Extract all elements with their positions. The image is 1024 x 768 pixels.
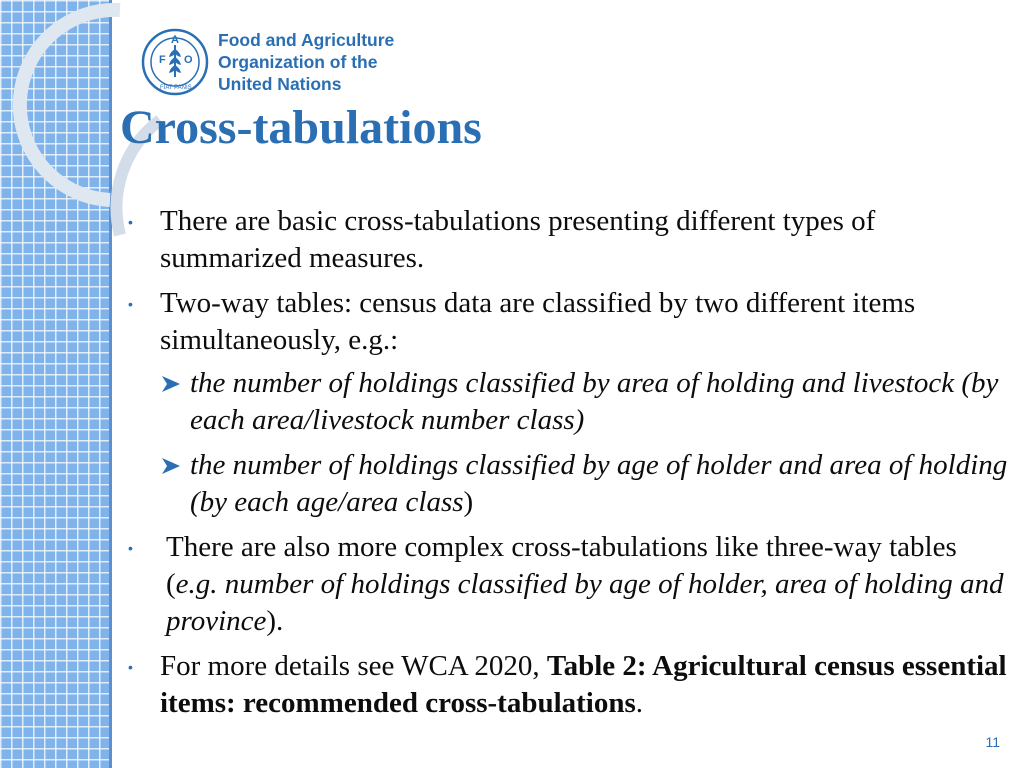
bullet-text-italic: number of holdings classified by age of holder, area of holding and province [166, 568, 1004, 637]
bullet-item [128, 529, 1008, 640]
arrow-bullet-icon [160, 456, 182, 476]
bullet-item [128, 648, 1008, 722]
svg-text:A: A [171, 34, 179, 46]
bullet-item [128, 203, 1008, 277]
fao-logo [140, 26, 394, 98]
svg-text:FIAT PANIS: FIAT PANIS [160, 85, 192, 91]
bullet-text [166, 529, 1008, 640]
side-decoration-band [0, 0, 112, 768]
logo-line-2: Organization of the [218, 52, 378, 72]
slide-body [128, 203, 1008, 730]
bullet-text: Two-way tables: census data are classified by two different items simultaneously, e.g.: [160, 287, 916, 356]
slide-title: Cross-tabulations [120, 101, 482, 154]
page-number: 11 [985, 734, 1000, 750]
bullet-eg: e.g. [175, 568, 218, 600]
table-reference: Table 2: Agricultural census essential items: recommended cross-tabulations [160, 650, 1007, 719]
bullet-text-end: . [635, 687, 644, 719]
svg-text:O: O [184, 54, 193, 66]
sub-bullet-close: ) [463, 486, 474, 518]
fao-emblem-icon [140, 27, 210, 97]
bullet-dot-icon: • [128, 540, 133, 556]
fao-logo-text [218, 29, 394, 95]
bullet-text-close: ). [266, 605, 284, 637]
logo-line-3: United Nations [218, 74, 342, 94]
sub-bullet-text [190, 447, 1008, 521]
sub-bullet-item [160, 365, 1008, 439]
bullet-text-start: For more details see WCA 2020, [160, 650, 547, 682]
svg-text:F: F [159, 54, 166, 66]
bullet-text-start: There are also more complex cross-tabulations like three-way tables ( [166, 531, 957, 600]
bullet-text [160, 648, 1008, 722]
logo-line-1: Food and Agriculture [218, 30, 395, 50]
bullet-item [128, 285, 1008, 359]
bullet-dot-icon: • [128, 214, 133, 230]
arrow-bullet-icon [160, 374, 182, 394]
sub-bullet-item [160, 447, 1008, 521]
sub-bullet-text: the number of holdings classified by area of holding and livestock (by each area/livestock number class) [190, 367, 999, 436]
bullet-dot-icon: • [128, 659, 133, 675]
bullet-dot-icon: • [128, 296, 133, 312]
bullet-text: There are basic cross-tabulations presenting different types of summarized measures. [160, 205, 876, 274]
sub-bullet-italic: the number of holdings classified by age of holder and area of holding (by each age/area class [190, 449, 1008, 518]
